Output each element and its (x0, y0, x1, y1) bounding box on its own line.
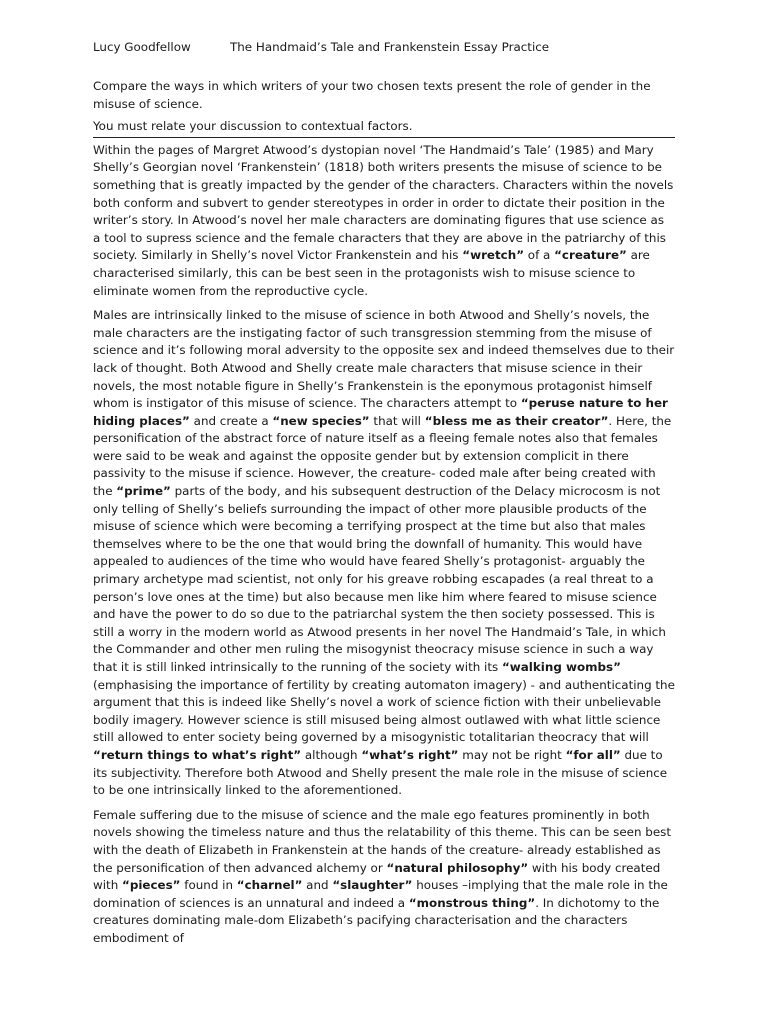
quoted-term: “prime” (116, 484, 171, 499)
paragraph-text: due to its subjectivity. Therefore both Atwood and Shelly present the male role in the misuse of science to be one intrinsically linked to the aforementioned. (93, 747, 668, 798)
quoted-term: “slaughter” (332, 878, 413, 893)
quoted-term: “bless me as their creator” (424, 413, 609, 428)
essay-instruction: You must relate your discussion to contextual factors. (93, 119, 413, 134)
quoted-term: “new species” (272, 413, 370, 428)
essay-paragraph-2 (93, 307, 675, 800)
paragraph-text: . Here, the personification of the abstract force of nature itself as a fleeing female notes also that females were said to be weak and against the opposite gender but by extension complicit in there passivity to the misuse if science. However, the creature- coded male after being created with the (93, 413, 672, 499)
paragraph-text: although (301, 747, 362, 762)
author-name: Lucy Goodfellow (93, 40, 191, 54)
quoted-term: “natural philosophy” (386, 860, 529, 875)
paragraph-text: found in (180, 878, 237, 893)
quoted-term: “return things to what’s right” (93, 747, 302, 762)
quoted-term: “for all” (565, 747, 621, 762)
document-header (93, 38, 675, 56)
document-page (93, 38, 675, 955)
quoted-term: “pieces” (122, 878, 181, 893)
quoted-term: “creature” (554, 248, 627, 263)
quoted-term: “walking wombs” (501, 660, 621, 674)
quoted-term: “charnel” (236, 878, 303, 893)
essay-question: Compare the ways in which writers of your two chosen texts present the role of gender in the misuse of science. (93, 79, 651, 111)
paragraph-text: and create a (189, 413, 273, 428)
paragraph-text: that will (369, 413, 425, 428)
quoted-term: “what’s right” (361, 747, 459, 762)
paragraph-text: with his body created with (93, 860, 661, 893)
paragraph-text: . In dichotomy to the creatures dominating male-dom Elizabeth’s pacifying characterisation and the characters embodiment of (93, 895, 660, 945)
paragraph-text: and (302, 878, 333, 893)
quoted-term: “monstrous thing” (408, 895, 536, 910)
paragraph-text: are characterised similarly, this can be best seen in the protagonists wish to misuse science to eliminate women from the reproductive cycle. (93, 248, 650, 298)
paragraph-text: parts of the body, and his subsequent destruction of the Delacy microcosm is not only telling of Shelly’s beliefs surrounding the impact of other more plausible products of the misuse of science which were becoming a terrifying prospect at the time but also that males themselves where to be the one that would bring the downfall of humanity. This would have appealed to audiences of the time who would have feared Shelly’s protagonist- arguably the primary archetype mad scientist, not only for his greave robbing escapades (a real threat to a person’s love ones at the time) but also because men like him where feared to misuse science and have the power to do so due to the patriarchal system the then society possessed. This is still a worry in the modern world as Atwood presents in her novel The Handmaid’s Tale, in which the Commander and other men ruling the misogynist theocracy misuse science in such a way that it is still linked intrinsically to the running of the society with its (93, 484, 666, 674)
paragraph-text: of a (524, 248, 555, 263)
paragraph-text: Female suffering due to the misuse of science and the male ego features prominently in both novels showing the timeless nature and thus the relatability of this theme. This can be seen best with the death of Elizabeth in Frankenstein at the hands of the creature- already established as the personification of then advanced alchemy or (93, 807, 672, 875)
essay-paragraph-3 (93, 807, 675, 948)
essay-paragraph-1 (93, 142, 675, 300)
paragraph-text: houses –implying that the male role in the domination of sciences is an unnatural and indeed a (93, 878, 668, 910)
paragraph-text: may not be right (458, 747, 566, 762)
divider-line (93, 137, 675, 138)
document-title: The Handmaid’s Tale and Frankenstein Essay Practice (230, 40, 550, 54)
paragraph-text: Within the pages of Margret Atwood’s dystopian novel ‘The Handmaid’s Tale’ (1985) and Mary Shelly’s Georgian novel ‘Frankenstein’ (1818) both writers presents the misuse of science to be something that is greatly impacted by the gender of the characters. Characters within the novels both conform and subvert to gender stereotypes in order in order to dictate their position in the writer’s story. In Atwood’s novel her male characters are dominating figures that use science as a tool to supress science and the female characters that they are above in the patriarchy of this society. Similarly in Shelly’s novel Victor Frankenstein and his (93, 142, 674, 263)
quoted-term: “peruse nature to her hiding places” (93, 396, 668, 428)
essay-body (93, 142, 675, 948)
paragraph-text: Males are intrinsically linked to the misuse of science in both Atwood and Shelly’s novels, the male characters are the instigating factor of such transgression stemming from the misuse of science and it’s following moral adversity to the opposite sex and indeed themselves due to their lack of thought. Both Atwood and Shelly create male characters that misuse science in their novels, the most notable figure in Shelly’s Frankenstein is the eponymous protagonist himself whom is instigator of this misuse of science. The characters attempt to (93, 308, 675, 411)
paragraph-text: (emphasising the importance of fertility by creating automaton imagery) - and authenticating the argument that this is indeed like Shelly’s novel a work of science fiction with their unbelievable bodily imagery. However science is still misused being almost outlawed with what little science still allowed to enter society being governed by a misogynistic totalitarian theocracy that will (93, 677, 675, 745)
quoted-term: “wretch” (462, 248, 525, 263)
